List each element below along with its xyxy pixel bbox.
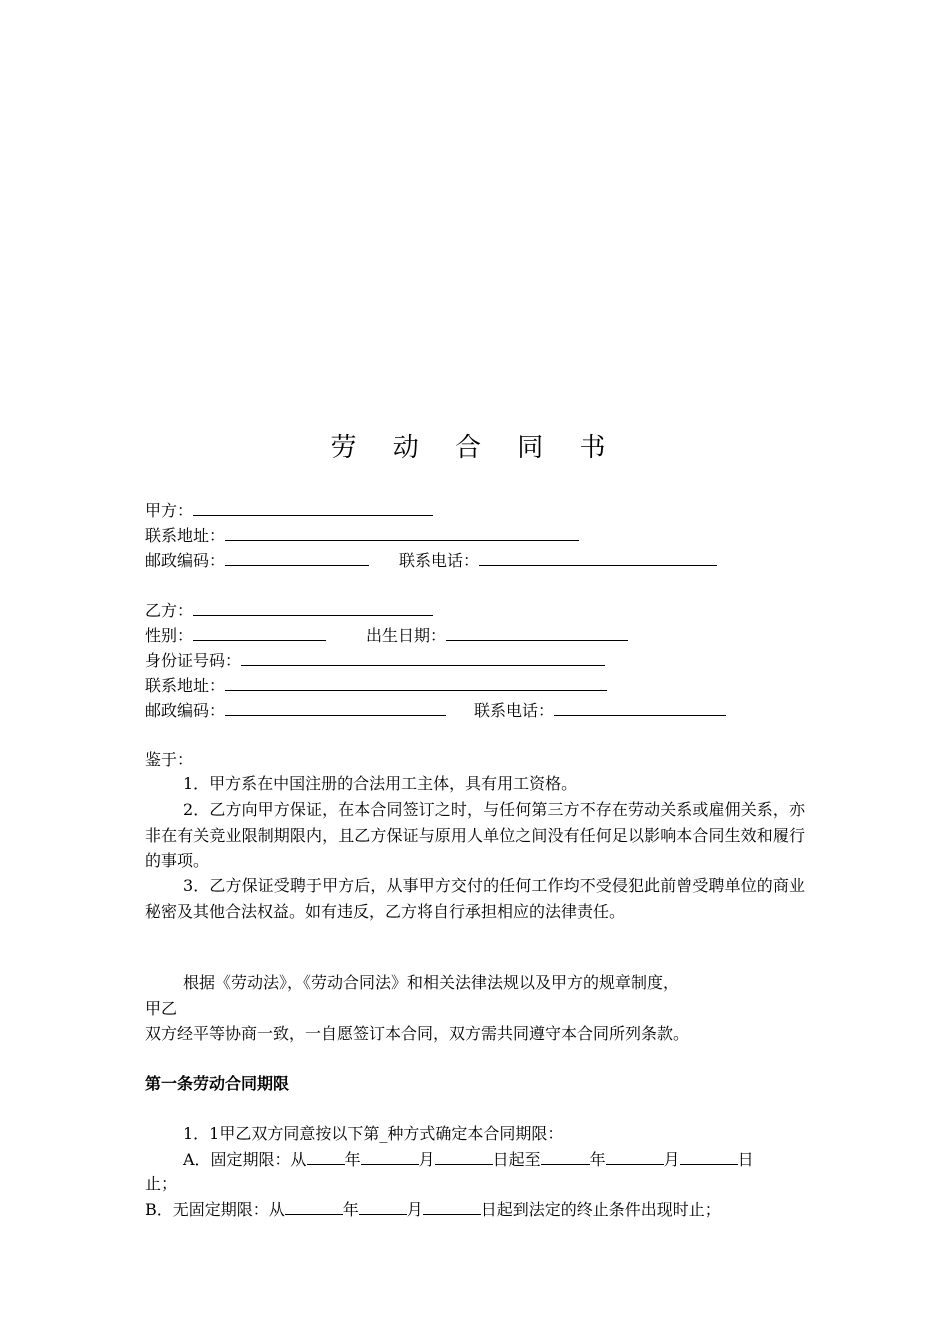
option-a-end: 止； <box>145 1174 178 1193</box>
whereas-item-3: 3．乙方保证受聘于甲方后，从事甲方交付的任何工作均不受侵犯此前曾受聘单位的商业秘密及其他合法权益。如有违反，乙方将自行承担相应的法律责任。 <box>145 876 805 921</box>
option-b-row <box>145 1198 721 1221</box>
option-b-tail: 日起到法定的终止条件出现时止； <box>480 1200 721 1219</box>
party-b-name-field[interactable] <box>193 599 433 616</box>
whereas-label: 鉴于： <box>145 750 194 769</box>
month-label: 月 <box>663 1150 680 1169</box>
party-b-phone-label: 联系电话： <box>474 701 555 720</box>
option-b-start-day-field[interactable] <box>423 1198 481 1215</box>
year-label: 年 <box>342 1200 359 1219</box>
whereas-item-2: 2．乙方向甲方保证，在本合同签订之时，与任何第三方不存在劳动关系或雇佣关系，亦非在有关竞业限制期限内，且乙方保证与原用人单位之间没有任何足以影响本合同生效和履行的事项。 <box>145 800 805 870</box>
party-a-phone-label: 联系电话： <box>399 551 480 570</box>
party-b-id-row <box>145 649 605 672</box>
party-a-postcode-label: 邮政编码： <box>145 551 226 570</box>
party-a-name-label: 甲方： <box>145 501 194 520</box>
month-label: 月 <box>418 1150 435 1169</box>
option-a-end-day-field[interactable] <box>680 1148 738 1165</box>
option-a-start-year-field[interactable] <box>307 1148 345 1165</box>
option-a-row <box>183 1148 754 1171</box>
party-a-name-row <box>145 499 433 522</box>
article-1-heading: 第一条劳动合同期限 <box>145 1074 290 1093</box>
party-b-address-row <box>145 674 607 697</box>
option-a-start-day-field[interactable] <box>435 1148 493 1165</box>
party-b-name-label: 乙方： <box>145 601 194 620</box>
year-label: 年 <box>589 1150 606 1169</box>
option-b-prefix: B．无固定期限：从 <box>145 1200 285 1219</box>
party-b-gender-label: 性别： <box>145 626 194 645</box>
party-b-phone-field[interactable] <box>554 699 726 716</box>
option-a-start-month-field[interactable] <box>361 1148 419 1165</box>
year-label: 年 <box>344 1150 361 1169</box>
option-a-end-month-field[interactable] <box>606 1148 664 1165</box>
party-b-gender-row <box>145 624 628 647</box>
option-a-prefix: A．固定期限：从 <box>183 1150 307 1169</box>
day-label: 日 <box>737 1150 754 1169</box>
party-a-address-field[interactable] <box>225 524 579 541</box>
option-a-end-year-field[interactable] <box>541 1148 590 1165</box>
party-b-postcode-label: 邮政编码： <box>145 701 226 720</box>
option-b-start-year-field[interactable] <box>285 1198 343 1215</box>
party-b-postcode-field[interactable] <box>225 699 446 716</box>
whereas-item-1: 1．甲方系在中国注册的合法用工主体，具有用工资格。 <box>183 774 578 793</box>
document-title: 劳 动 合 同 书 <box>330 433 620 463</box>
month-label: 月 <box>406 1200 423 1219</box>
basis-line-3: 双方经平等协商一致，一自愿签订本合同，双方需共同遵守本合同所列条款。 <box>145 1024 690 1043</box>
party-b-gender-field[interactable] <box>193 624 326 641</box>
party-a-address-label: 联系地址： <box>145 526 226 545</box>
basis-line-2: 甲乙 <box>145 999 178 1018</box>
party-b-birth-field[interactable] <box>446 624 628 641</box>
party-a-contact-row <box>145 549 717 572</box>
party-a-name-field[interactable] <box>193 499 433 516</box>
party-b-id-field[interactable] <box>241 649 605 666</box>
party-b-address-field[interactable] <box>225 674 607 691</box>
party-a-phone-field[interactable] <box>479 549 717 566</box>
party-b-id-label: 身份证号码： <box>145 651 242 670</box>
party-b-address-label: 联系地址： <box>145 676 226 695</box>
option-b-start-month-field[interactable] <box>359 1198 407 1215</box>
day-from-label: 日起至 <box>492 1150 541 1169</box>
article-1-clause: 1．1甲乙双方同意按以下第_种方式确定本合同期限： <box>183 1124 564 1143</box>
party-a-postcode-field[interactable] <box>225 549 369 566</box>
party-b-birth-label: 出生日期： <box>366 626 447 645</box>
basis-line-1: 根据《劳动法》，《劳动合同法》和相关法律法规以及甲方的规章制度， <box>183 973 680 992</box>
party-b-name-row <box>145 599 433 622</box>
party-b-contact-row <box>145 699 726 722</box>
party-a-address-row <box>145 524 579 547</box>
